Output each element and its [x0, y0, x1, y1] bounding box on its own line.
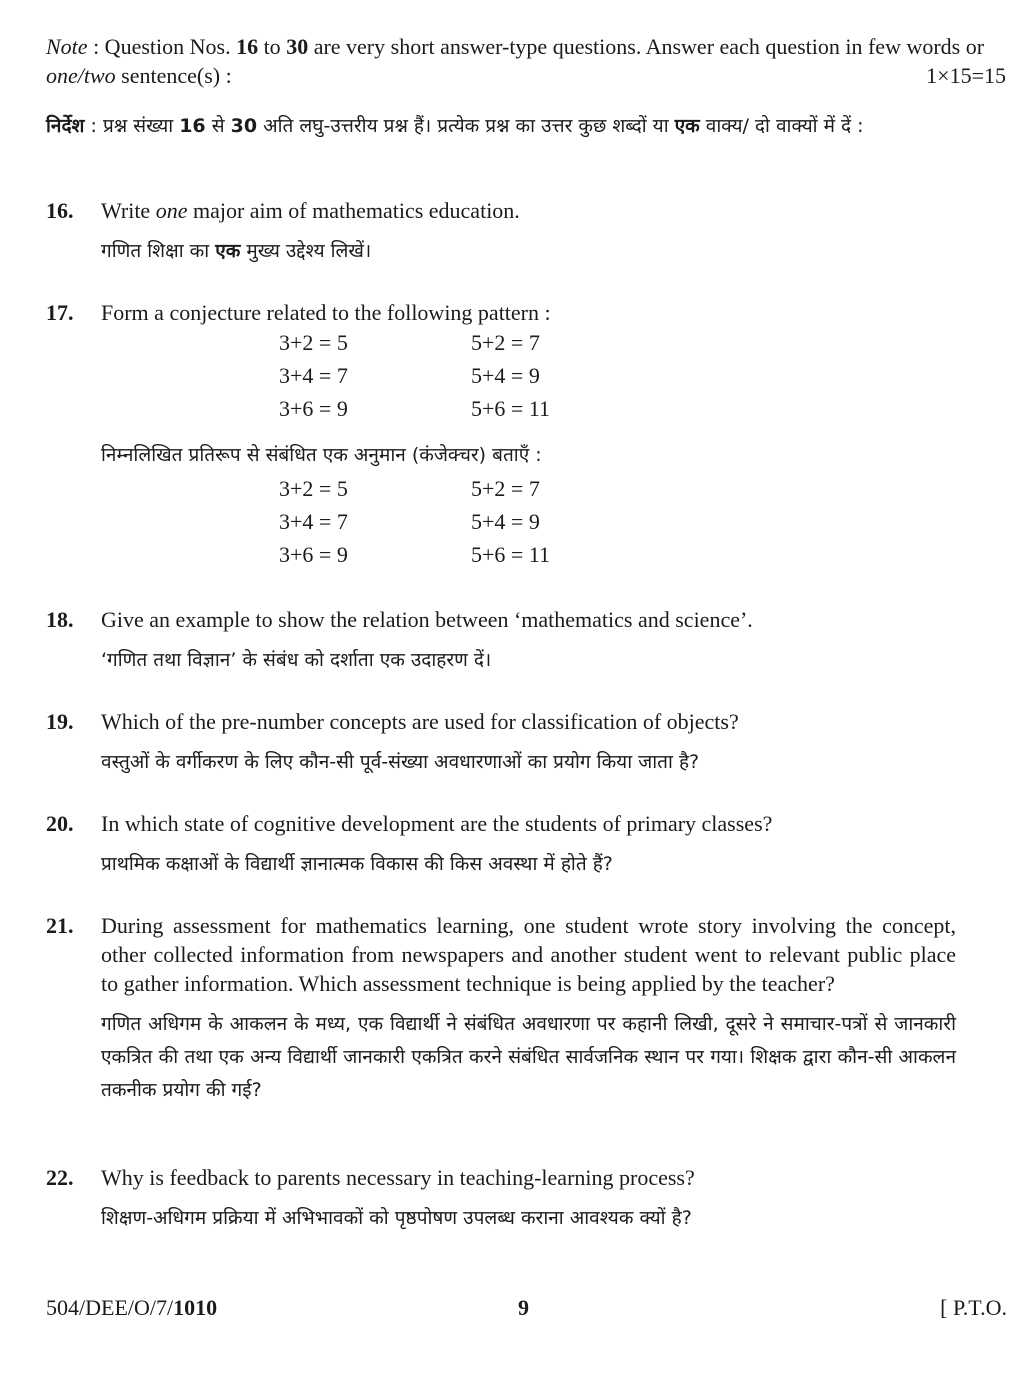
question-text-hi: ‘गणित तथा विज्ञान’ के संबंध को दर्शाता एक उदाहरण दें। [101, 649, 492, 671]
note-hindi: निर्देश : प्रश्न संख्या 16 से 30 अति लघु-उत्तरीय प्रश्न हैं। प्रत्येक प्रश्न का उत्तर कुछ शब्दों या एक वाक्य/ दो वाक्यों में दें : [46, 115, 864, 137]
question-text-en: During assessment for mathematics learning, one student wrote story involving the concept, other collected information from newspapers and another student went to relevant public place to gather information. Which assessment technique is being applied by the teacher? [101, 913, 956, 996]
question-18 [46, 605, 956, 677]
question-21 [46, 911, 956, 1107]
equation: 5+2 = 7 [471, 476, 540, 501]
equation: 3+6 = 9 [279, 396, 348, 421]
equation-pattern-hi [279, 474, 591, 569]
marks-scheme: 1×15=15 [926, 63, 1006, 88]
note-english: Note : Question Nos. 16 to 30 are very short answer-type questions. Answer each question in few words or one/two sentence(s) : 1×15=15 [46, 34, 1006, 88]
question-22 [46, 1163, 956, 1235]
question-19 [46, 707, 956, 779]
equation: 3+4 = 7 [279, 509, 348, 534]
question-number: 20. [46, 811, 74, 836]
equation: 5+2 = 7 [471, 330, 540, 355]
equation: 3+6 = 9 [279, 542, 348, 567]
question-text-hi: गणित शिक्षा का एक मुख्य उद्देश्य लिखें। [101, 240, 372, 262]
question-number: 16. [46, 198, 74, 223]
equation: 3+4 = 7 [279, 363, 348, 388]
pto-label: [ P.T.O. [940, 1295, 1007, 1320]
equation: 3+2 = 5 [279, 330, 348, 355]
question-number: 18. [46, 607, 74, 632]
equation: 5+6 = 11 [471, 396, 550, 421]
question-16 [46, 196, 956, 268]
question-17-text-hi: निम्नलिखित प्रतिरूप से संबंधित एक अनुमान (कंजेक्चर) बताएँ : [101, 444, 542, 466]
question-number: 19. [46, 709, 74, 734]
question-text-en: Form a conjecture related to the following pattern : [101, 300, 551, 325]
page-number: 9 [518, 1295, 529, 1320]
equation: 5+4 = 9 [471, 363, 540, 388]
note-label: Note [46, 34, 88, 59]
question-text-hi: शिक्षण-अधिगम प्रक्रिया में अभिभावकों को पृष्ठपोषण उपलब्ध कराना आवश्यक क्यों है? [101, 1207, 692, 1229]
paper-code: 504/DEE/O/7/1010 [46, 1295, 218, 1320]
note-hindi-label: निर्देश [46, 115, 85, 137]
question-number: 21. [46, 913, 74, 938]
question-text-en: In which state of cognitive development are the students of primary classes? [101, 811, 773, 836]
question-text-en: Write one major aim of mathematics education. [101, 198, 520, 223]
equation: 5+6 = 11 [471, 542, 550, 567]
question-text-hi: प्राथमिक कक्षाओं के विद्यार्थी ज्ञानात्मक विकास की किस अवस्था में होते हैं? [101, 853, 613, 875]
question-number: 17. [46, 300, 74, 325]
question-20 [46, 809, 956, 881]
question-text-hi: वस्तुओं के वर्गीकरण के लिए कौन-सी पूर्व-संख्या अवधारणाओं का प्रयोग किया जाता है? [101, 751, 700, 773]
question-text-en: Why is feedback to parents necessary in teaching-learning process? [101, 1165, 695, 1190]
question-text-en: Which of the pre-number concepts are used for classification of objects? [101, 709, 739, 734]
equation-pattern-en [279, 328, 591, 423]
equation: 5+4 = 9 [471, 509, 540, 534]
question-17 [46, 298, 956, 327]
question-number: 22. [46, 1165, 74, 1190]
equation: 3+2 = 5 [279, 476, 348, 501]
question-text-hi: गणित अधिगम के आकलन के मध्य, एक विद्यार्थी ने संबंधित अवधारणा पर कहानी लिखी, दूसरे ने समाचार-पत्रों से जानकारी एकत्रित की तथा एक अन्य विद्यार्थी जानकारी एकत्रित करने संबंधित सार्वजनिक स्थान पर गया। शिक्षक द्वारा कौन-सी आकलन तकनीक प्रयोग की गई? [101, 1013, 956, 1101]
question-text-en: Give an example to show the relation between ‘mathematics and science’. [101, 607, 753, 632]
